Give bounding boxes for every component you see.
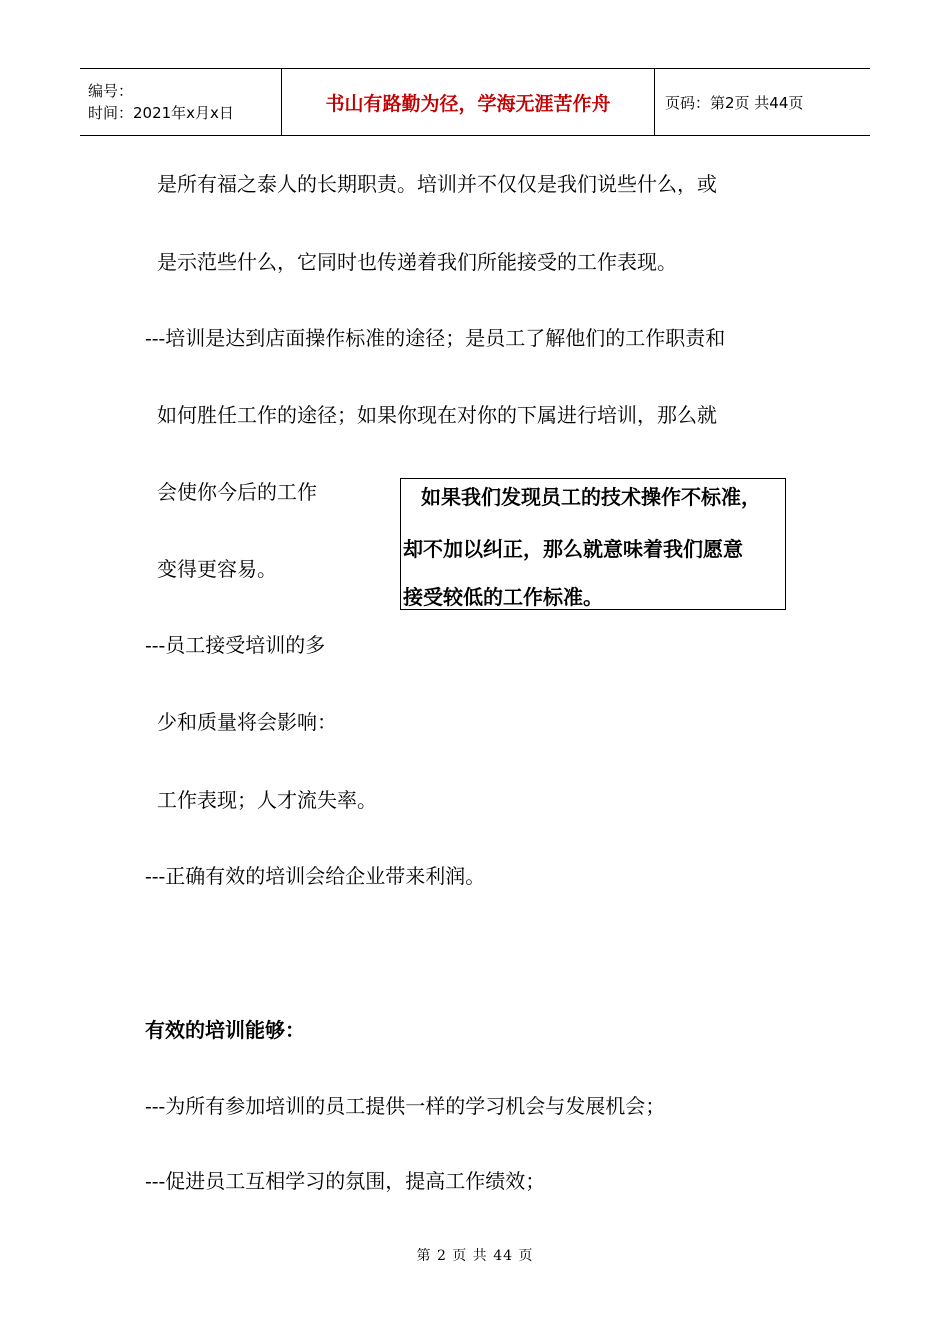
body-line: 是所有福之泰人的长期职责。培训并不仅仅是我们说些什么，或 bbox=[157, 172, 717, 196]
callout-line: 接受较低的工作标准。 bbox=[403, 585, 603, 609]
callout-box bbox=[400, 478, 786, 610]
body-line: ---员工接受培训的多 bbox=[145, 633, 326, 657]
section-title: 有效的培训能够： bbox=[145, 1018, 305, 1042]
header-motto-text: 书山有路勤为径，学海无涯苦作舟 bbox=[325, 92, 611, 115]
body-line: 少和质量将会影响： bbox=[157, 710, 337, 734]
body-line: 是示范些什么，它同时也传递着我们所能接受的工作表现。 bbox=[157, 250, 677, 274]
page-header bbox=[80, 68, 870, 136]
body-line: ---正确有效的培训会给企业带来利润。 bbox=[145, 864, 486, 888]
callout-line: 却不加以纠正，那么就意味着我们愿意 bbox=[403, 537, 743, 561]
header-page-info-text: 页码：第2页 共44页 bbox=[665, 93, 804, 112]
header-time-label: 时间：2021年x月x日 bbox=[88, 104, 234, 122]
body-line: 会使你今后的工作 bbox=[157, 480, 317, 504]
header-number-label: 编号： bbox=[88, 82, 134, 100]
callout-line: 如果我们发现员工的技术操作不标准， bbox=[421, 485, 761, 509]
footer-page-number: 第 2 页 共 44 页 bbox=[416, 1248, 534, 1264]
body-line: ---培训是达到店面操作标准的途径；是员工了解他们的工作职责和 bbox=[145, 326, 726, 350]
body-line: 如何胜任工作的途径；如果你现在对你的下属进行培训，那么就 bbox=[157, 403, 717, 427]
body-line: 工作表现；人才流失率。 bbox=[157, 788, 377, 812]
header-meta bbox=[80, 69, 282, 135]
header-motto bbox=[282, 69, 655, 135]
section-item: ---为所有参加培训的员工提供一样的学习机会与发展机会； bbox=[145, 1094, 666, 1118]
page-footer bbox=[0, 1245, 950, 1265]
section-item: ---促进员工互相学习的氛围，提高工作绩效； bbox=[145, 1169, 546, 1193]
header-page-info bbox=[655, 69, 870, 135]
body-line: 变得更容易。 bbox=[157, 557, 277, 581]
